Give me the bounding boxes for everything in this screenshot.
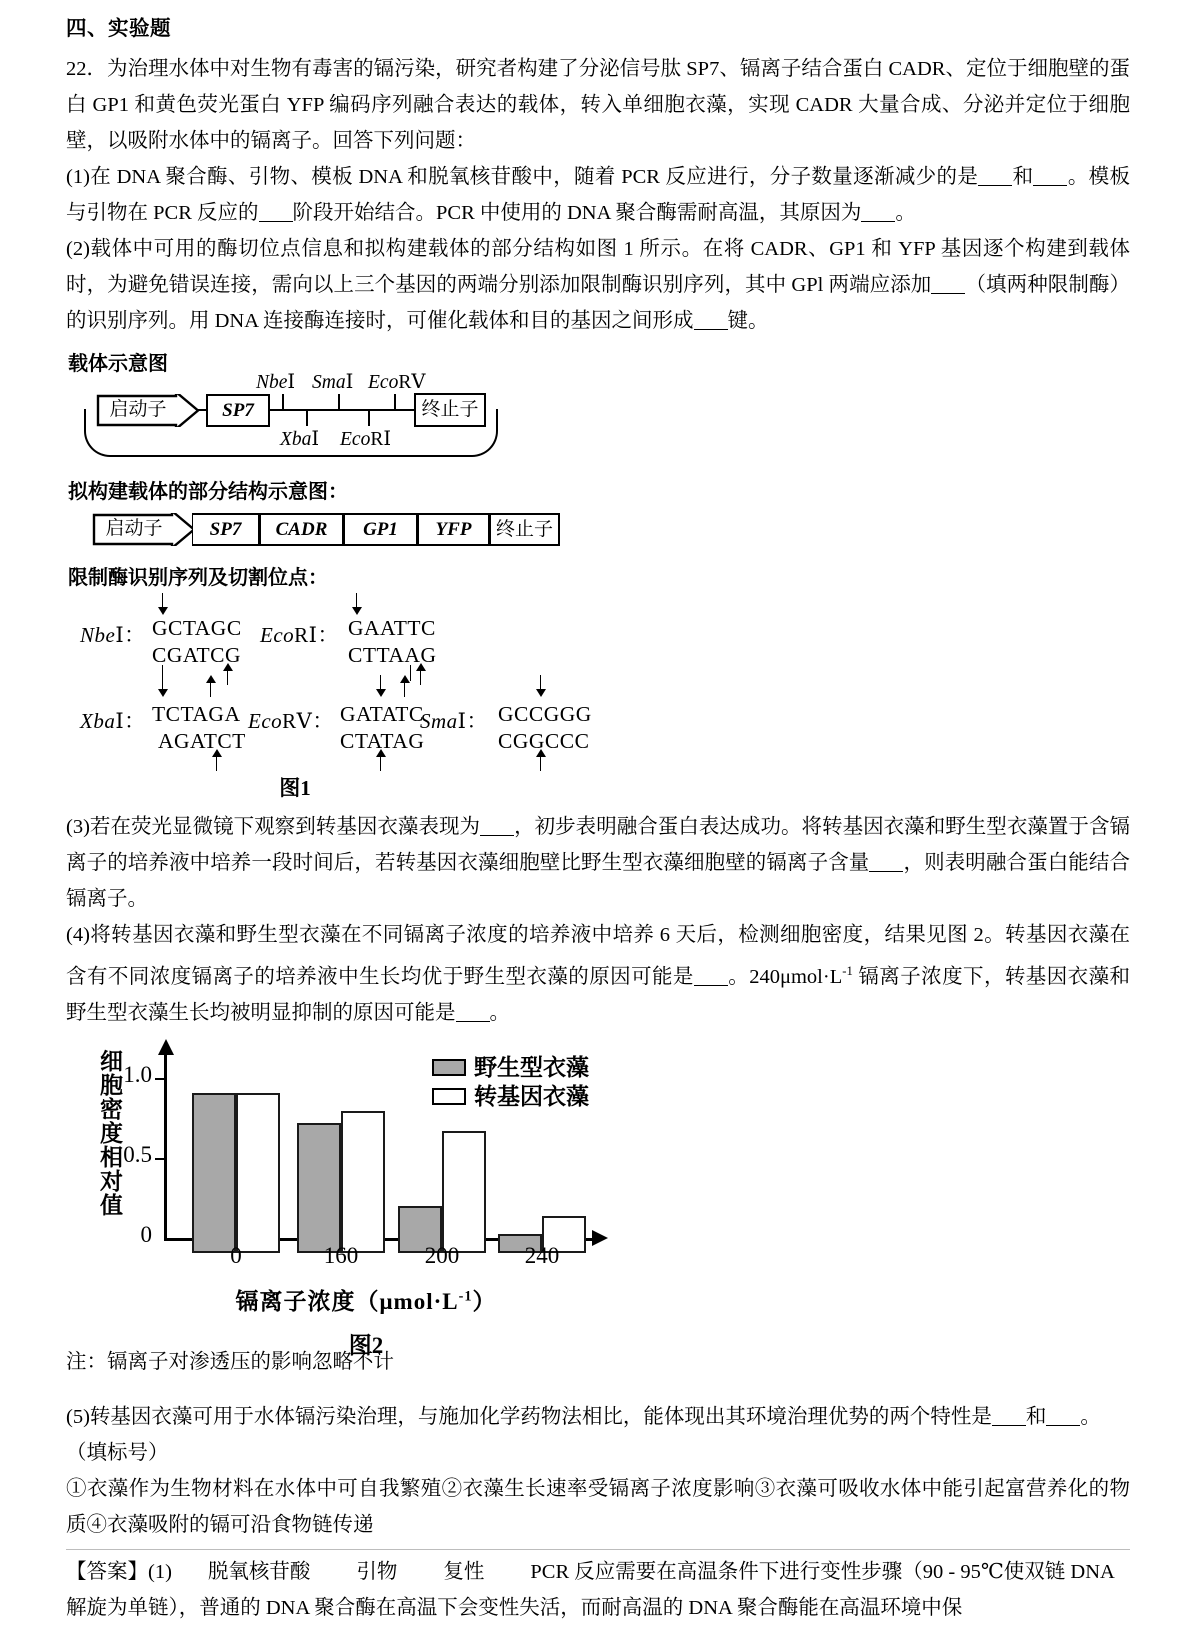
site-tick-ecorv <box>394 394 396 410</box>
cut-arrow-up-icon <box>536 749 546 771</box>
chart-x-tick-label-200: 200 <box>424 1242 460 1268</box>
enzyme-seq-xbai-top: TCTAGA <box>152 701 241 726</box>
part4-text-d: 。 <box>489 1001 510 1024</box>
figure-1-caption: 图1 <box>279 775 311 800</box>
site-label-ecorv-numeral: RⅤ <box>398 371 426 393</box>
bar-trans-200 <box>442 1131 486 1253</box>
construct-box-cadr: CADR <box>260 513 344 546</box>
construct-diagram-title: 拟构建载体的部分结构示意图： <box>68 480 348 503</box>
enzyme-name-ecori <box>260 619 339 649</box>
enzyme-name-nbei-numeral: Ⅰ <box>115 622 125 647</box>
question-part-5-instruction: （填标号） <box>66 1442 169 1465</box>
site-label-ecori <box>340 429 391 451</box>
chart-x-axis-arrow-icon <box>592 1230 608 1246</box>
part4-text-c: 镉离子浓度下，转基因衣藻和野生型衣藻生长均被明显抑制的原因可能是 <box>66 965 1131 1024</box>
bar-trans-0 <box>236 1093 280 1253</box>
enzyme-seq-xbai-bottom: AGATCT <box>158 728 246 753</box>
part5-text-b: 和 <box>1025 1406 1047 1429</box>
bar-wild-160 <box>297 1123 341 1253</box>
part1-text-e: 。 <box>895 201 916 224</box>
question-part-3 <box>66 809 1130 917</box>
chart-x-tick-label-0: 0 <box>230 1242 242 1268</box>
cut-arrow-down-icon <box>158 593 168 615</box>
page-content <box>66 14 1130 1626</box>
part1-text-d: 阶段开始结合。PCR 中使用的 DNA 聚合酶需耐高温，其原因为 <box>292 201 862 224</box>
answer-blank[interactable] <box>694 310 728 330</box>
cut-arrow-down-icon <box>536 675 546 697</box>
site-label-smai-numeral: Ⅰ <box>345 371 354 393</box>
question-part-5 <box>66 1399 1130 1435</box>
answer-blank[interactable] <box>1046 1406 1080 1426</box>
construct-promoter-label: 启动子 <box>105 517 163 539</box>
chart-x-tick-label-160: 160 <box>323 1242 359 1268</box>
chart-legend-item-wild <box>432 1055 589 1081</box>
construct-promoter-arrow-icon <box>92 513 196 546</box>
site-label-smai-italic: Sma <box>312 371 346 393</box>
site-label-nbei-italic: Nbe <box>256 371 288 393</box>
answer-item-3: 复性 <box>443 1561 485 1584</box>
cut-arrow-down-icon <box>376 675 386 697</box>
question-part-1 <box>66 159 1130 231</box>
site-label-ecori-italic: Eco <box>340 428 371 450</box>
enzyme-name-xbai-italic: Xba <box>80 708 116 733</box>
figure-2-bar-chart <box>86 1037 646 1358</box>
legend-label-trans: 转基因衣藻 <box>474 1083 589 1109</box>
enzyme-name-ecori-numeral: RⅠ <box>294 622 318 647</box>
section-heading: 四、实验题 <box>66 18 171 40</box>
cut-arrow-up-icon <box>206 675 216 697</box>
chart-y-axis-label: 细胞密度相对值 <box>97 1048 122 1217</box>
cut-tick-icon <box>410 665 411 681</box>
enzyme-name-xbai-colon: ： <box>124 708 146 733</box>
chart-x-axis-label-sup: -1 <box>458 1287 473 1304</box>
part2-text-a: (2)载体中可用的酶切位点信息和拟构建载体的部分结构如图 1 所示。在将 CADR、GP1 和 YFP 基因逐个构建到载体时，为避免错误连接，需向以上三个基因的两端分别添加限制酶识别序列，其中 GPl 两端应添加 <box>66 237 1130 296</box>
construct-schematic <box>84 509 553 549</box>
chart-legend-item-trans <box>432 1084 589 1110</box>
cut-arrow-up-icon <box>400 675 410 697</box>
question-part-4 <box>66 917 1130 1031</box>
answer-blank[interactable] <box>931 274 965 294</box>
enzyme-seq-smai-top: GCCGGG <box>498 701 592 726</box>
chart-y-tick-label-05: 0.5 <box>123 1141 152 1167</box>
question-part-2 <box>66 231 1130 339</box>
construct-box-terminator: 终止子 <box>490 513 560 546</box>
answer-item-1: 脱氧核苷酸 <box>207 1561 311 1584</box>
site-label-nbei-numeral: Ⅰ <box>287 371 296 393</box>
answer-blank[interactable] <box>869 852 903 872</box>
answer-blank[interactable] <box>861 202 895 222</box>
site-tick-xbai <box>306 410 308 426</box>
part4-text-b: 。240μmol·L <box>727 965 843 988</box>
part4-superscript: -1 <box>842 963 853 978</box>
enzyme-sequence-title: 限制酶识别序列及切割位点： <box>68 566 328 589</box>
answer-label: 【答案】(1) <box>66 1561 172 1584</box>
cut-arrow-up-icon <box>212 749 222 771</box>
enzyme-name-nbei <box>80 619 146 649</box>
part2-text-b: （填两种限制酶）的识别序列。用 DNA 连接酶连接时，可催化载体和目的基因之间形成 <box>66 273 1131 332</box>
legend-swatch-trans-icon <box>432 1088 466 1105</box>
answer-blank[interactable] <box>694 966 728 986</box>
cut-arrow-up-icon <box>376 749 386 771</box>
enzyme-sequence-row-1 <box>80 595 1130 681</box>
enzyme-name-ecorv-colon: ： <box>312 708 334 733</box>
chart-y-tick-1 <box>155 1078 164 1080</box>
construct-box-sp7: SP7 <box>192 513 260 546</box>
chart-y-tick-label-0: 0 <box>140 1221 152 1247</box>
answer-blank[interactable] <box>1033 166 1067 186</box>
enzyme-name-ecorv <box>248 705 334 735</box>
enzyme-name-xbai <box>80 705 146 735</box>
part1-text-a: (1)在 DNA 聚合酶、引物、模板 DNA 和脱氧核苷酸中，随着 PCR 反应进行，分子数量逐渐减少的是 <box>66 165 979 188</box>
chart-plot-area <box>123 1053 614 1268</box>
site-label-ecorv <box>368 372 425 394</box>
enzyme-seq-ecorv-top: GATATC <box>340 701 424 726</box>
chart-y-tick-label-1: 1.0 <box>123 1061 152 1087</box>
answer-blank[interactable] <box>480 816 514 836</box>
part5-text-a: (5)转基因衣藻可用于水体镉污染治理，与施加化学药物法相比，能体现出其环境治理优势的两个特性是 <box>66 1406 992 1429</box>
part3-text-a: (3)若在荧光显微镜下观察到转基因衣藻表现为 <box>66 815 481 838</box>
cut-arrow-down-icon <box>158 675 168 697</box>
site-label-xbai <box>280 429 319 451</box>
enzyme-name-ecori-italic: Eco <box>260 622 295 647</box>
enzyme-name-smai-numeral: Ⅰ <box>457 708 467 733</box>
chart-y-axis-arrow-icon <box>158 1039 174 1055</box>
site-tick-ecori <box>368 410 370 426</box>
answer-blank[interactable] <box>978 166 1012 186</box>
question-stem-text: 为治理水体中对生物有毒害的镉污染，研究者构建了分泌信号肽 SP7、镉离子结合蛋白 CADR、定位于细胞壁的蛋白 GP1 和黄色荧光蛋白 YFP 编码序列融合表达的载体，转入单细胞衣藻，实现 CADR 大量合成、分泌并定位于细胞壁，以吸附水体中的镉离子。回答下列问题： <box>66 57 1130 152</box>
bar-trans-160 <box>341 1111 385 1253</box>
chart-legend <box>432 1055 589 1113</box>
answer-blank[interactable] <box>456 1002 490 1022</box>
enzyme-seq-ecori-bottom: CTTAAG <box>348 642 437 667</box>
answer-section <box>66 1549 1130 1626</box>
terminator-box: 终止子 <box>414 393 486 427</box>
figure-1 <box>66 349 1130 803</box>
enzyme-name-nbei-italic: Nbe <box>80 622 116 647</box>
site-label-ecori-numeral: RⅠ <box>370 428 392 450</box>
enzyme-seq-ecori-top: GAATTC <box>348 615 436 640</box>
site-label-xbai-italic: Xba <box>280 428 312 450</box>
enzyme-name-smai <box>420 705 488 735</box>
bar-wild-0 <box>192 1093 236 1253</box>
answer-item-2: 引物 <box>356 1561 398 1584</box>
figure-2-note: 注：镉离子对渗透压的影响忽略不计 <box>66 1350 394 1373</box>
enzyme-seq-nbei-top: GCTAGC <box>152 615 242 640</box>
chart-x-axis-label: 镉离子浓度$(\mu mol\cdot L^{-1})$ <box>235 1287 497 1314</box>
enzyme-seq-ecorv-bottom: CTATAG <box>340 728 425 753</box>
enzyme-name-ecorv-numeral: RⅤ <box>282 708 313 733</box>
promoter-label: 启动子 <box>109 398 167 420</box>
enzyme-sequence-row-2 <box>80 681 1130 773</box>
site-tick-nbei <box>282 394 284 410</box>
enzyme-seq-nbei-bottom: CGATCG <box>152 642 242 667</box>
enzyme-name-smai-italic: Sma <box>420 708 458 733</box>
legend-label-wild: 野生型衣藻 <box>474 1054 589 1080</box>
part1-text-b: 和 <box>1012 165 1034 188</box>
site-label-nbei <box>256 372 295 394</box>
enzyme-name-smai-colon: ： <box>466 708 488 733</box>
answer-blank[interactable] <box>259 202 293 222</box>
chart-y-axis <box>164 1053 167 1238</box>
promoter-arrow-icon <box>96 394 200 427</box>
sp7-box: SP7 <box>206 394 270 427</box>
question-stem <box>66 51 1130 159</box>
chart-y-tick-05 <box>155 1158 164 1160</box>
figure-2-caption: 图2 <box>348 1332 384 1358</box>
cut-arrow-down-icon <box>352 593 362 615</box>
part3-text-b: ，初步表明融合蛋白表达成功。将转基因衣藻和野生型衣藻置于含镉离子的培养液中培养一段时间后，若转基因衣藻细胞壁比野生型衣藻细胞壁的镉离子含量 <box>66 815 1131 874</box>
enzyme-name-ecori-colon: ： <box>317 622 339 647</box>
chart-x-tick-label-240: 240 <box>524 1242 560 1268</box>
part5-text-c: 。 <box>1080 1406 1101 1429</box>
site-label-xbai-numeral: Ⅰ <box>311 428 320 450</box>
site-tick-smai <box>338 394 340 410</box>
part2-text-c: 键。 <box>727 309 769 332</box>
enzyme-name-ecorv-italic: Eco <box>248 708 283 733</box>
answer-blank[interactable] <box>992 1406 1026 1426</box>
vector-schematic <box>84 371 514 461</box>
construct-box-gp1: GP1 <box>344 513 418 546</box>
legend-swatch-wild-icon <box>432 1059 466 1076</box>
site-label-ecorv-italic: Eco <box>368 371 399 393</box>
enzyme-seq-smai-bottom: CGGCCC <box>498 728 590 753</box>
question-part-5-options: ①衣藻作为生物材料在水体中可自我繁殖②衣藻生长速率受镉离子浓度影响③衣藻可吸收水体中能引起富营养化的物质④衣藻吸附的镉可沿食物链传递 <box>66 1478 1130 1537</box>
part1-text-c: 。模板与引物在 PCR 反应的 <box>66 165 1131 224</box>
part3-text-c: ，则表明融合蛋白能结合镉离子。 <box>66 851 1131 910</box>
site-label-smai <box>312 372 353 394</box>
answer-item-4: PCR 反应需要在高温条件下进行变性步骤（90 - 95℃使双链 DNA 解旋为单链），普通的 DNA 聚合酶在高温下会变性失活，而耐高温的 DNA 聚合酶能在高温环境中保 <box>66 1561 1114 1620</box>
part4-text-a: (4)将转基因衣藻和野生型衣藻在不同镉离子浓度的培养液中培养 6 天后，检测细胞密度，结果见图 2。转基因衣藻在含有不同浓度镉离子的培养液中生长均优于野生型衣藻的原因可能是 <box>66 923 1130 988</box>
construct-box-yfp: YFP <box>418 513 490 546</box>
vector-diagram-title: 载体示意图 <box>68 352 168 375</box>
enzyme-name-nbei-colon: ： <box>124 622 146 647</box>
question-number: 22． <box>66 57 108 80</box>
enzyme-name-xbai-numeral: Ⅰ <box>115 708 125 733</box>
